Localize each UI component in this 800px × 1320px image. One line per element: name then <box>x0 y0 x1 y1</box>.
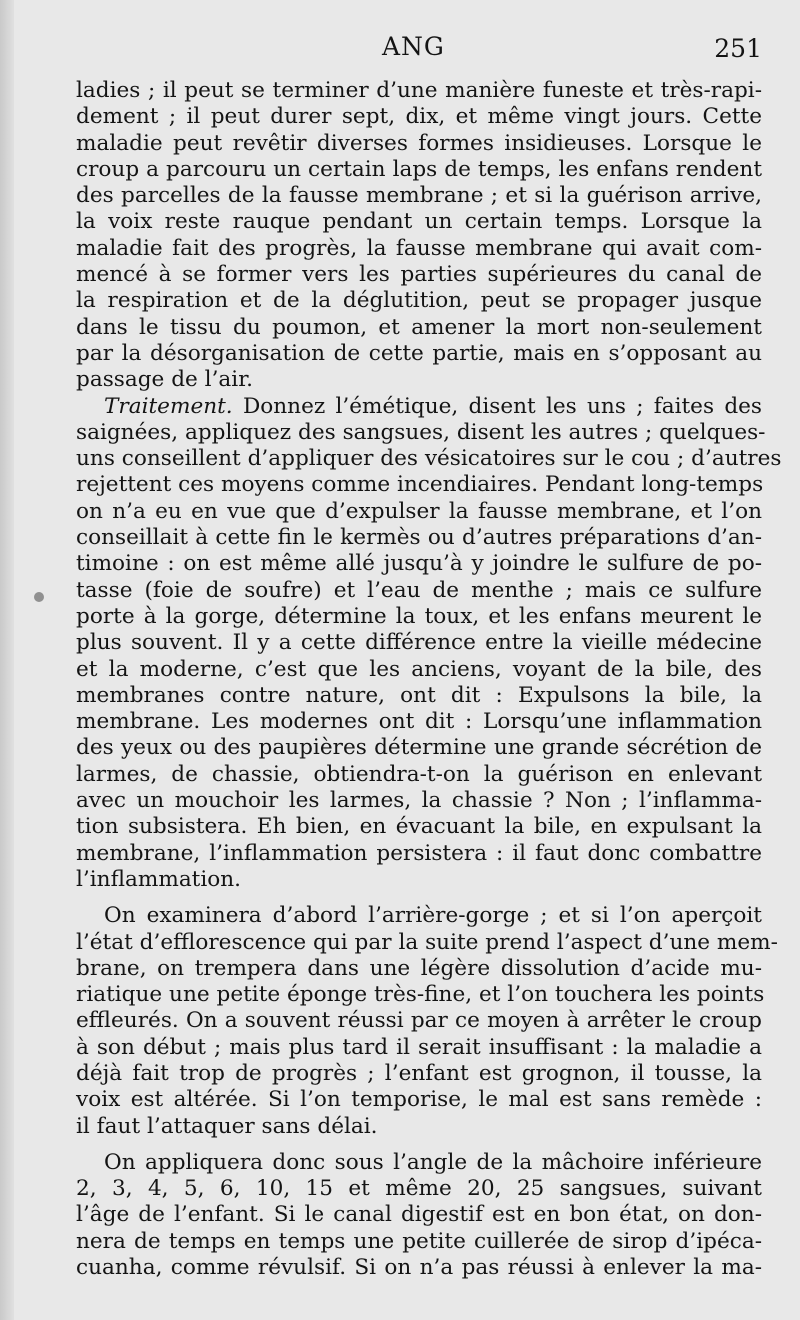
text-line: des parcelles de la fausse membrane ; et si la guérison arrive, <box>76 183 762 209</box>
text-line: maladie fait des progrès, la fausse membrane qui avait com- <box>76 235 762 261</box>
text-line: tion subsistera. Eh bien, en évacuant la bile, en expulsant la <box>76 814 762 840</box>
paragraph-traitement-first-line <box>76 394 762 420</box>
text-line: riatique une petite éponge très-fine, et l’on touchera les points <box>76 982 765 1008</box>
text-line: cuanha, comme révulsif. Si on n’a pas réussi à enlever la ma- <box>76 1255 762 1281</box>
text-line: nera de temps en temps une petite cuillerée de sirop d’ipéca- <box>76 1228 762 1254</box>
text-line: l’état d’efflorescence qui par la suite prend l’aspect d’une mem- <box>76 929 778 955</box>
text-line: par la désorganisation de cette partie, mais en s’opposant au <box>76 340 762 366</box>
running-head: ANG <box>382 32 445 61</box>
text-line: brane, on trempera dans une légère dissolution d’acide mu- <box>76 955 762 981</box>
italic-lead: Traitement. <box>104 393 233 419</box>
text-line: la voix reste rauque pendant un certain temps. Lorsque la <box>76 209 762 235</box>
text-line: membrane, l’inflammation persistera : il faut donc combattre <box>76 840 762 866</box>
text-line: Donnez l’émétique, disent les uns ; faites des <box>242 393 762 419</box>
text-line: 2, 3, 4, 5, 6, 10, 15 et même 20, 25 sangsues, suivant <box>76 1176 762 1202</box>
text-line: avec un mouchoir les larmes, la chassie ? Non ; l’inflamma- <box>76 788 762 814</box>
text-line: On examinera d’abord l’arrière-gorge ; et si l’on aperçoit <box>104 903 762 929</box>
text-line: uns conseillent d’appliquer des vésicatoires sur le cou ; d’autres <box>76 446 782 472</box>
text-line: l’âge de l’enfant. Si le canal digestif est en bon état, on don- <box>76 1202 762 1228</box>
text-line: effleurés. On a souvent réussi par ce moyen à arrêter le croup <box>76 1008 762 1034</box>
text-line: passage de l’air. <box>76 367 254 393</box>
text-line: membranes contre nature, ont dit : Expulsons la bile, la <box>76 682 762 708</box>
text-line: timoine : on est même allé jusqu’à y joindre le sulfure de po- <box>76 551 762 577</box>
text-line: la respiration et de la déglutition, peut se propager jusque <box>76 288 762 314</box>
text-line: mencé à se former vers les parties supérieures du canal de <box>76 262 762 288</box>
text-line: maladie peut revêtir diverses formes insidieuses. Lorsque le <box>76 130 762 156</box>
text-line: il faut l’attaquer sans délai. <box>76 1113 378 1139</box>
text-line: conseillait à cette fin le kermès ou d’autres préparations d’an- <box>76 525 762 551</box>
text-line: tasse (foie de soufre) et l’eau de menthe ; mais ce sulfure <box>76 577 762 603</box>
text-line: dans le tissu du poumon, et amener la mort non-seulement <box>76 314 762 340</box>
text-line: membrane. Les modernes ont dit : Lorsqu’une inflammation <box>76 709 762 735</box>
text-line: porte à la gorge, détermine la toux, et les enfans meurent le <box>76 603 762 629</box>
text-line: croup a parcouru un certain laps de temps, les enfans rendent <box>76 156 762 182</box>
text-line: on n’a eu en vue que d’expulser la fausse membrane, et l’on <box>76 498 762 524</box>
text-line: déjà fait trop de progrès ; l’enfant est grognon, il tousse, la <box>76 1060 762 1086</box>
text-line: On appliquera donc sous l’angle de la mâchoire inférieure <box>104 1149 762 1175</box>
text-line: voix est altérée. Si l’on temporise, le mal est sans remède : <box>76 1087 762 1113</box>
page-header <box>0 32 800 72</box>
text-line: saignées, appliquez des sangsues, disent les autres ; quelques- <box>76 419 766 445</box>
text-line: plus souvent. Il y a cette différence entre la vieille médecine <box>76 630 762 656</box>
page-number: 251 <box>714 34 762 63</box>
text-line: et la moderne, c’est que les anciens, voyant de la bile, des <box>76 656 762 682</box>
text-body <box>76 78 782 1281</box>
text-line: rejettent ces moyens comme incendiaires. Pendant long-temps <box>76 472 764 498</box>
page-binding-edge <box>0 0 14 1320</box>
text-line: larmes, de chassie, obtiendra-t-on la guérison en enlevant <box>76 761 762 787</box>
text-line: l’inflammation. <box>76 866 242 892</box>
text-line: des yeux ou des paupières détermine une grande sécrétion de <box>76 735 762 761</box>
text-line: dement ; il peut durer sept, dix, et même vingt jours. Cette <box>76 104 762 130</box>
text-line: ladies ; il peut se terminer d’une manière funeste et très-rapi- <box>76 78 762 103</box>
ink-speck <box>34 592 44 602</box>
text-line: à son début ; mais plus tard il serait insuffisant : la maladie a <box>76 1034 762 1060</box>
